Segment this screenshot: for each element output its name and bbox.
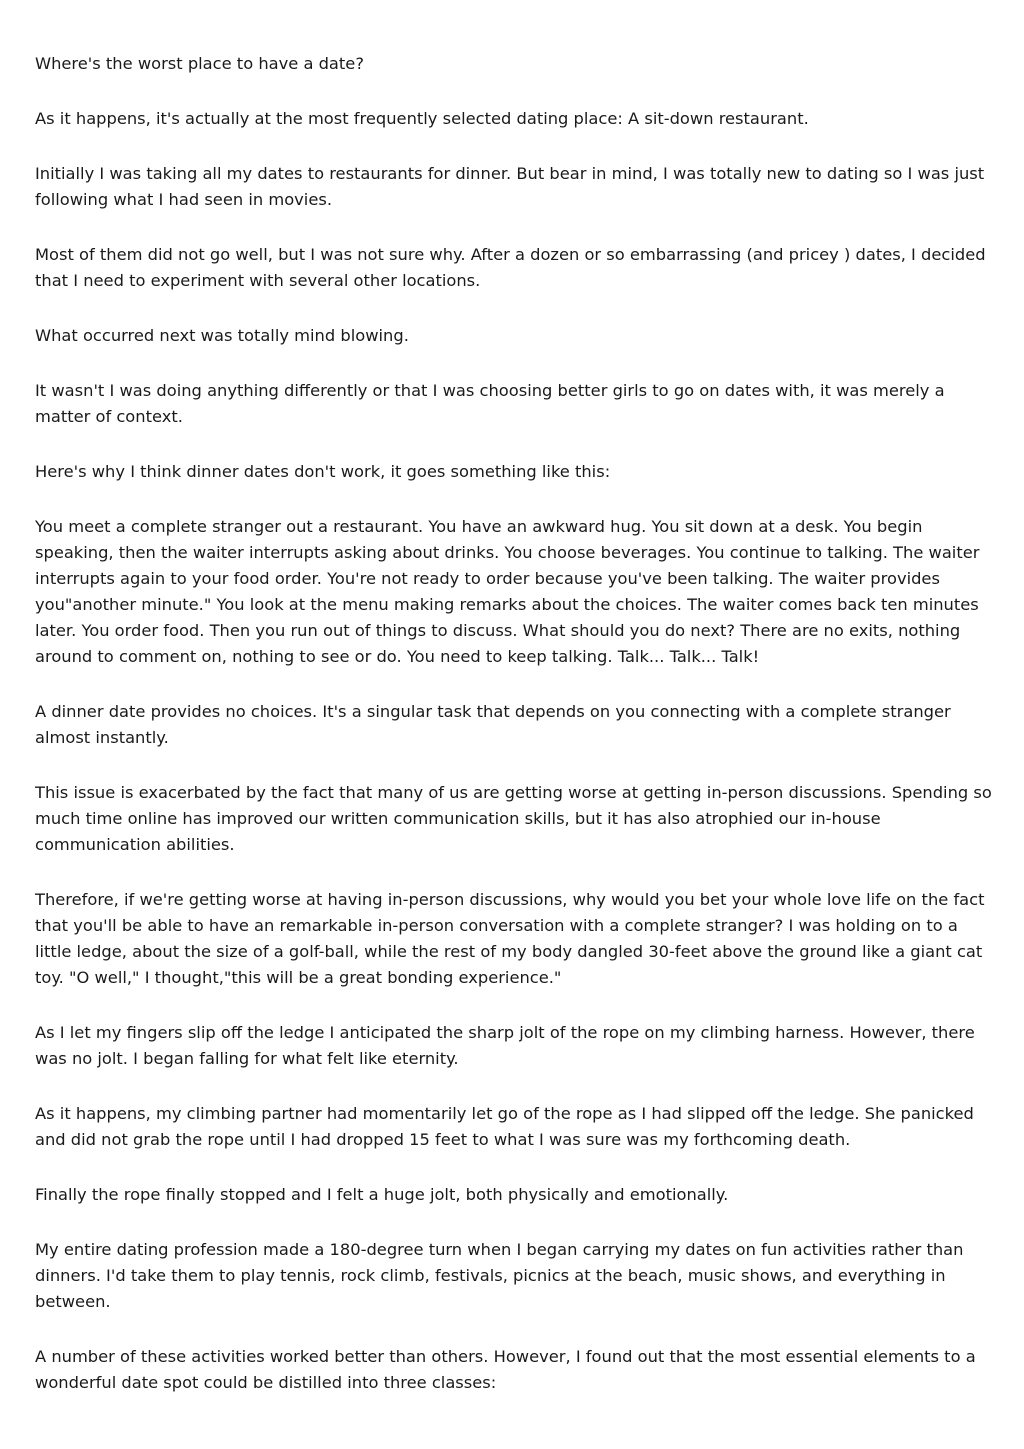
paragraph-15: My entire dating profession made a 180-degree turn when I began carrying my dates on fun activities rather than dinners. I'd take them to play tennis, rock climb, festivals, picnics at the beach, music shows, and everything in between. <box>35 1240 964 1311</box>
paragraph-10: This issue is exacerbated by the fact that many of us are getting worse at getting in-person discussions. Spending so much time online has improved our written communication skills, but it has also atrophied our in-house communication abilities. <box>35 783 992 854</box>
paragraph-5: What occurred next was totally mind blowing. <box>35 326 409 345</box>
paragraph-12: As I let my fingers slip off the ledge I anticipated the sharp jolt of the rope on my climbing harness. However, there was no jolt. I began falling for what felt like eternity. <box>35 1023 975 1068</box>
paragraph-14: Finally the rope finally stopped and I felt a huge jolt, both physically and emotionally. <box>35 1185 729 1204</box>
paragraph-9: A dinner date provides no choices. It's a singular task that depends on you connecting with a complete stranger almost instantly. <box>35 702 951 747</box>
paragraph-1: Where's the worst place to have a date? <box>35 54 364 73</box>
paragraph-8: You meet a complete stranger out a restaurant. You have an awkward hug. You sit down at a desk. You begin speaking, then the waiter interrupts asking about drinks. You choose beverages. You continue to talking. The waiter interrupts again to your food order. You're not ready to order because you've been talking. The waiter provides you"another minute." You look at the menu making remarks about the choices. The waiter comes back ten minutes later. You order food. Then you run out of things to discuss. What should you do next? There are no exits, nothing around to comment on, nothing to see or do. You need to keep talking. Talk... Talk... Talk! <box>35 517 980 666</box>
paragraph-16: A number of these activities worked better than others. However, I found out that the most essential elements to a wonderful date spot could be distilled into three classes: <box>35 1347 976 1392</box>
paragraph-13: As it happens, my climbing partner had momentarily let go of the rope as I had slipped off the ledge. She panicked and did not grab the rope until I had dropped 15 feet to what I was sure was my forthcoming death. <box>35 1104 974 1149</box>
paragraph-3: Initially I was taking all my dates to restaurants for dinner. But bear in mind, I was totally new to dating so I was just following what I had seen in movies. <box>35 164 985 209</box>
paragraph-11: Therefore, if we're getting worse at having in-person discussions, why would you bet your whole love life on the fact that you'll be able to have an remarkable in-person conversation with a complete stranger? I was holding on to a little ledge, about the size of a golf-ball, while the rest of my body dangled 30-feet above the ground like a giant cat toy. "O well," I thought,"this will be a great bonding experience." <box>35 890 985 987</box>
paragraph-4: Most of them did not go well, but I was not sure why. After a dozen or so embarrassing (and pricey ) dates, I decided that I need to experiment with several other locations. <box>35 245 986 290</box>
paragraph-2: As it happens, it's actually at the most frequently selected dating place: A sit-down restaurant. <box>35 109 809 128</box>
document-body <box>35 51 995 1425</box>
paragraph-7: Here's why I think dinner dates don't work, it goes something like this: <box>35 462 611 481</box>
paragraph-6: It wasn't I was doing anything differently or that I was choosing better girls to go on dates with, it was merely a matter of context. <box>35 381 945 426</box>
